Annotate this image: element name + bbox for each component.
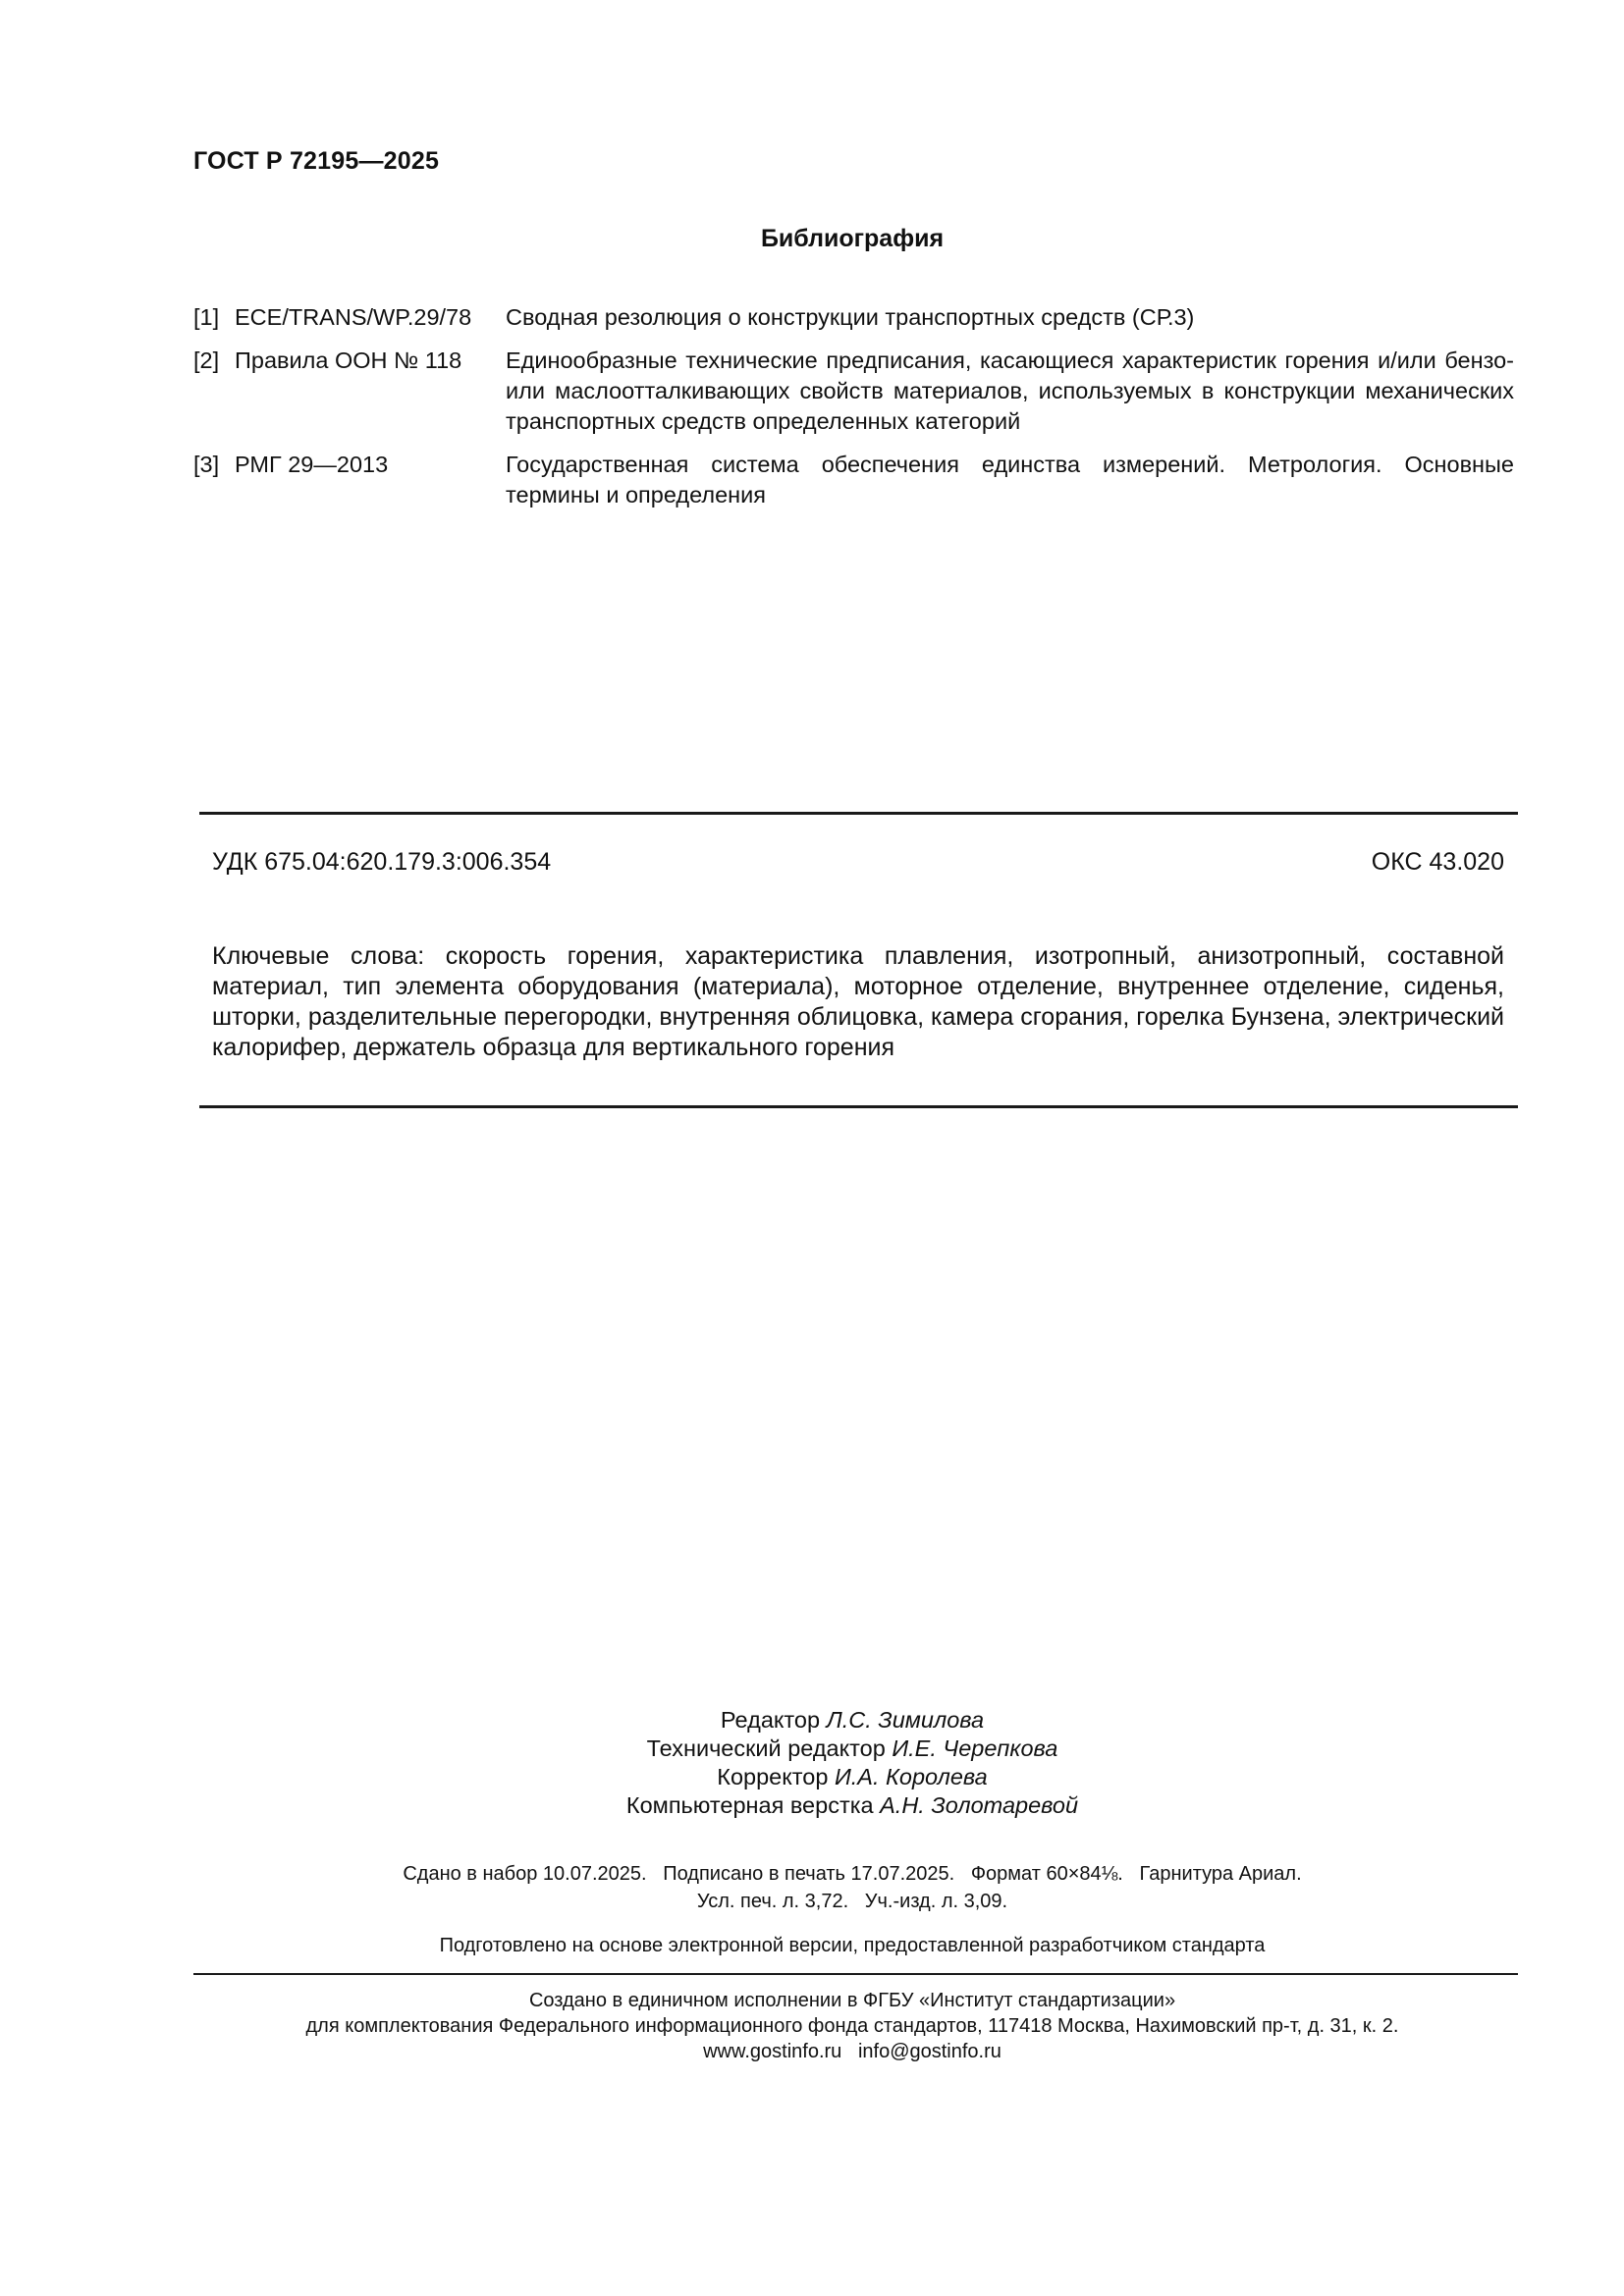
classification-row (212, 848, 1504, 877)
credits-block (0, 1706, 1624, 1820)
entry-reference: Правила ООН № 118 (235, 347, 462, 373)
credit-name: А.Н. Золотаревой (880, 1792, 1079, 1818)
entry-reference: РМГ 29—2013 (235, 452, 389, 477)
credit-line (0, 1735, 1624, 1763)
entry-number: [3] (193, 452, 220, 477)
credit-line (0, 1791, 1624, 1820)
udk-code: УДК 675.04:620.179.3:006.354 (212, 848, 552, 876)
publisher-info (0, 1988, 1624, 2064)
prepared-note: Подготовлено на основе электронной версии, предоставленной разработчиком стандарта (439, 1935, 1266, 1956)
entry-description: Государственная система обеспечения единства измерений. Метрология. Основные термины и определения (506, 452, 1514, 507)
credit-line (0, 1763, 1624, 1791)
publication-info (0, 1860, 1624, 1915)
publication-line: Усл. печ. л. 3,72. Уч.-изд. л. 3,09. (696, 1891, 1008, 1912)
bibliography-entry (193, 450, 1514, 510)
entry-reference: ECE/TRANS/WP.29/78 (235, 304, 472, 330)
credit-role: Компьютерная верстка (625, 1792, 874, 1818)
entry-description: Сводная резолюция о конструкции транспортных средств (СР.3) (506, 304, 1195, 330)
bibliography-list (193, 302, 1514, 523)
divider-bottom (199, 1105, 1518, 1108)
credit-role: Корректор (717, 1764, 829, 1789)
bibliography-entry (193, 346, 1514, 437)
divider-publisher (193, 1973, 1518, 1975)
keywords-paragraph: Ключевые слова: скорость горения, характеристика плавления, изотропный, анизотропный, составной материал, тип элемента оборудования (материала), моторное отделение, внутреннее отделение, сиденья, шторки, разделительные перегородки, внутренняя облицовка, камера сгорания, горелка Бунзена, электрический калорифер, держатель образца для вертикального горения (212, 942, 1504, 1061)
divider-top (199, 812, 1518, 815)
bibliography-title: Библиография (760, 225, 945, 252)
credit-name: Л.С. Зимилова (826, 1707, 985, 1733)
entry-number: [2] (193, 347, 220, 373)
entry-description: Единообразные технические предписания, касающиеся характеристик горения и/или бензо- или маслоотталкивающих свойств материалов, используемых в конструкции механических транспортных средств определенных категорий (506, 347, 1514, 434)
publication-line: Сдано в набор 10.07.2025. Подписано в печать 17.07.2025. Формат 60×84⅛. Гарнитура Ариал. (403, 1863, 1302, 1885)
entry-number: [1] (193, 304, 220, 330)
credit-role: Технический редактор (646, 1735, 886, 1761)
oks-code: ОКС 43.020 (1371, 848, 1504, 876)
credit-name: И.Е. Черепкова (892, 1735, 1058, 1761)
publisher-line: Создано в единичном исполнении в ФГБУ «Институт стандартизации» (528, 1990, 1176, 2011)
publisher-line: для комплектования Федерального информационного фонда стандартов, 117418 Москва, Нахимовский пр-т, д. 31, к. 2. (305, 2015, 1399, 2037)
bibliography-entry (193, 302, 1514, 333)
credit-role: Редактор (720, 1707, 821, 1733)
document-code: ГОСТ Р 72195—2025 (193, 147, 440, 175)
credit-line (0, 1706, 1624, 1735)
credit-name: И.А. Королева (834, 1764, 988, 1789)
publisher-contacts: www.gostinfo.ru info@gostinfo.ru (703, 2041, 1001, 2062)
